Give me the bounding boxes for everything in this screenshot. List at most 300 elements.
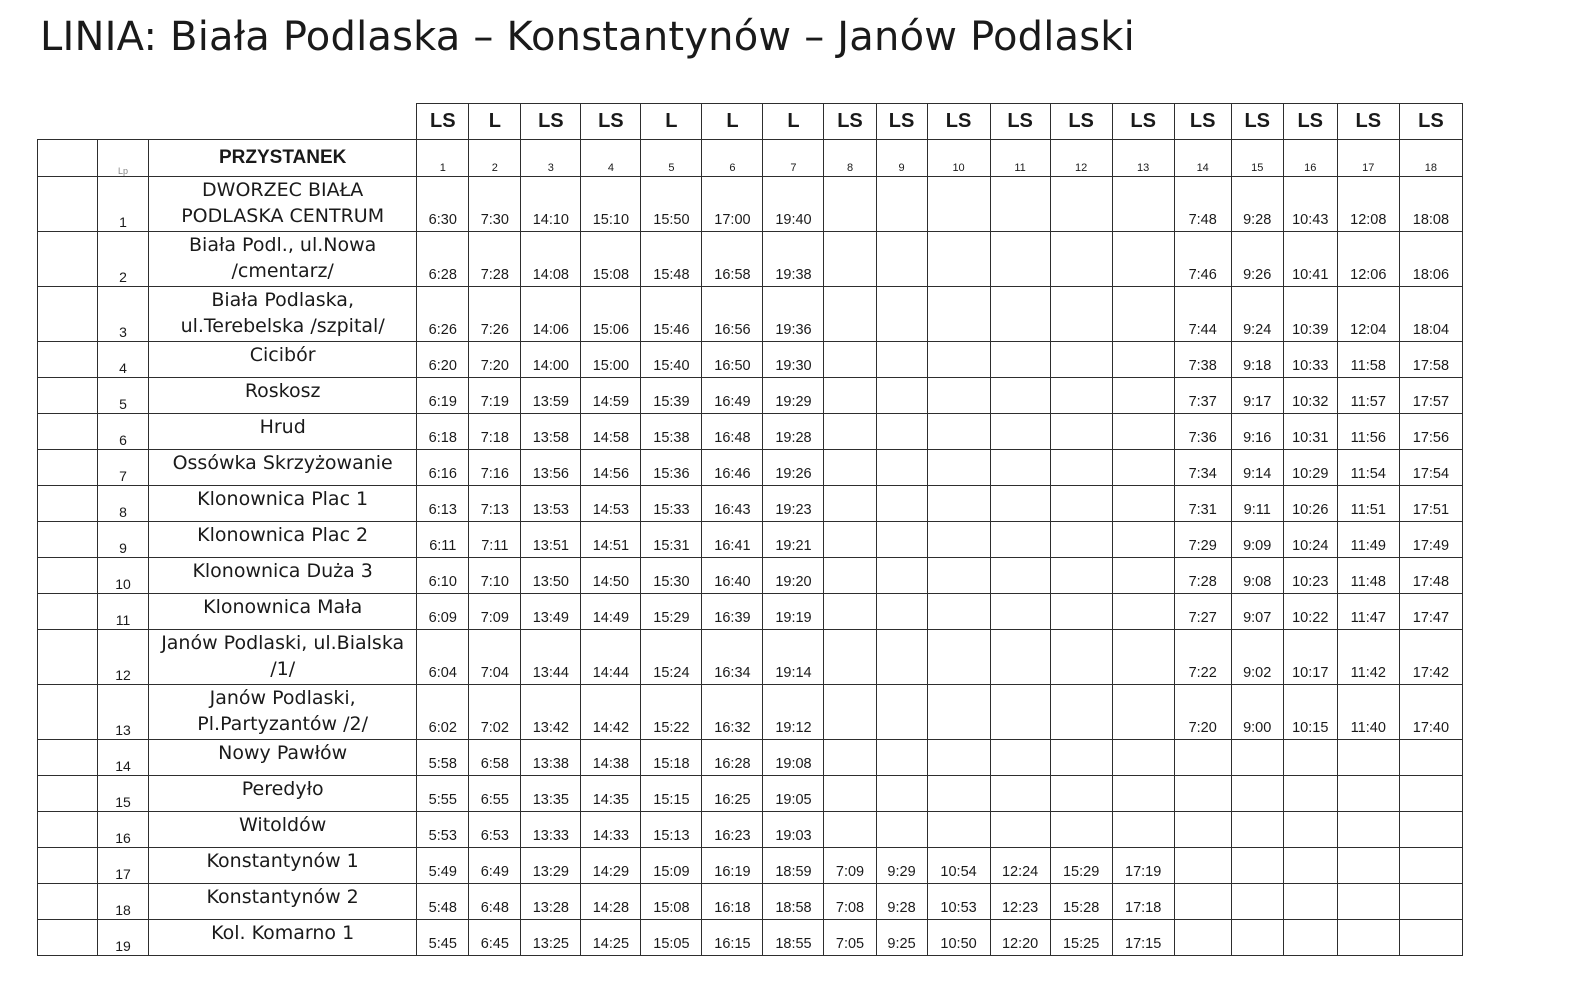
timetable	[37, 103, 1463, 956]
course-number-cell: 3	[521, 140, 581, 177]
departure-time	[1112, 776, 1174, 812]
departure-time: 13:28	[521, 884, 581, 920]
departure-time: 15:05	[641, 920, 702, 956]
departure-time: 6:09	[417, 594, 469, 630]
course-number-cell: 16	[1283, 140, 1337, 177]
departure-time	[927, 287, 990, 342]
departure-time: 11:51	[1337, 486, 1399, 522]
course-type-cell: LS	[927, 104, 990, 140]
departure-time: 19:12	[763, 685, 824, 740]
departure-time	[990, 522, 1050, 558]
departure-time: 14:59	[581, 378, 641, 414]
departure-time	[990, 685, 1050, 740]
departure-time: 14:42	[581, 685, 641, 740]
departure-time	[990, 558, 1050, 594]
departure-time: 16:58	[702, 232, 763, 287]
course-type-cell: LS	[876, 104, 927, 140]
departure-time	[990, 177, 1050, 232]
departure-time	[927, 594, 990, 630]
departure-time: 14:28	[581, 884, 641, 920]
departure-time	[1337, 884, 1399, 920]
departure-time: 11:56	[1337, 414, 1399, 450]
departure-time	[1174, 812, 1231, 848]
departure-time: 7:38	[1174, 342, 1231, 378]
departure-time	[1283, 884, 1337, 920]
departure-time	[824, 522, 876, 558]
departure-time: 14:00	[521, 342, 581, 378]
table-row	[38, 776, 1463, 812]
departure-time: 17:40	[1399, 685, 1462, 740]
stop-name: Janów Podlaski, ul.Bialska /1/	[149, 630, 417, 685]
departure-time: 6:45	[469, 920, 521, 956]
departure-time	[1283, 740, 1337, 776]
departure-time: 11:47	[1337, 594, 1399, 630]
departure-time	[1283, 920, 1337, 956]
stop-number: 17	[98, 848, 149, 884]
departure-time: 7:09	[824, 848, 876, 884]
departure-time	[1112, 287, 1174, 342]
departure-time: 6:28	[417, 232, 469, 287]
departure-time	[1283, 812, 1337, 848]
departure-time: 15:18	[641, 740, 702, 776]
departure-time	[1231, 776, 1283, 812]
departure-time	[1112, 630, 1174, 685]
departure-time: 14:06	[521, 287, 581, 342]
departure-time: 6:02	[417, 685, 469, 740]
course-number-cell: 4	[581, 140, 641, 177]
departure-time: 6:30	[417, 177, 469, 232]
departure-time: 11:54	[1337, 450, 1399, 486]
departure-time: 16:19	[702, 848, 763, 884]
stop-number: 3	[98, 287, 149, 342]
table-row	[38, 232, 1463, 287]
departure-time	[824, 177, 876, 232]
departure-time: 16:34	[702, 630, 763, 685]
departure-time: 10:53	[927, 884, 990, 920]
departure-time: 15:31	[641, 522, 702, 558]
departure-time	[927, 450, 990, 486]
departure-time: 15:24	[641, 630, 702, 685]
departure-time: 9:28	[876, 884, 927, 920]
departure-time	[1050, 522, 1112, 558]
course-type-row	[38, 104, 1463, 140]
row-empty-cell	[38, 342, 98, 378]
table-row	[38, 486, 1463, 522]
departure-time: 7:31	[1174, 486, 1231, 522]
row-empty-cell	[38, 232, 98, 287]
row-empty-cell	[38, 450, 98, 486]
table-row	[38, 558, 1463, 594]
table-row	[38, 287, 1463, 342]
departure-time	[876, 685, 927, 740]
departure-time	[1050, 630, 1112, 685]
departure-time	[1399, 884, 1462, 920]
stop-name: Janów Podlaski, Pl.Partyzantów /2/	[149, 685, 417, 740]
departure-time: 7:16	[469, 450, 521, 486]
stop-name: Roskosz	[149, 378, 417, 414]
departure-time: 15:22	[641, 685, 702, 740]
course-number-cell: 18	[1399, 140, 1462, 177]
departure-time	[876, 594, 927, 630]
departure-time: 7:13	[469, 486, 521, 522]
course-type-cell: LS	[1174, 104, 1231, 140]
departure-time	[1050, 177, 1112, 232]
departure-time	[990, 486, 1050, 522]
departure-time: 10:33	[1283, 342, 1337, 378]
departure-time	[990, 776, 1050, 812]
stop-number: 14	[98, 740, 149, 776]
departure-time: 11:42	[1337, 630, 1399, 685]
departure-time: 16:32	[702, 685, 763, 740]
course-type-cell: LS	[1050, 104, 1112, 140]
course-type-cell: LS	[1399, 104, 1462, 140]
departure-time	[876, 812, 927, 848]
departure-time: 7:02	[469, 685, 521, 740]
departure-time: 19:36	[763, 287, 824, 342]
stop-name: Cicibór	[149, 342, 417, 378]
departure-time: 13:38	[521, 740, 581, 776]
course-type-cell: LS	[1283, 104, 1337, 140]
departure-time: 17:47	[1399, 594, 1462, 630]
row-empty-cell	[38, 558, 98, 594]
departure-time: 18:58	[763, 884, 824, 920]
departure-time: 10:31	[1283, 414, 1337, 450]
departure-time	[927, 685, 990, 740]
departure-time	[1112, 414, 1174, 450]
departure-time	[927, 232, 990, 287]
departure-time: 16:15	[702, 920, 763, 956]
departure-time: 7:37	[1174, 378, 1231, 414]
departure-time: 7:04	[469, 630, 521, 685]
departure-time	[1337, 740, 1399, 776]
stop-name: Klonownica Duża 3	[149, 558, 417, 594]
departure-time	[824, 685, 876, 740]
departure-time: 18:55	[763, 920, 824, 956]
row-empty-cell	[38, 884, 98, 920]
departure-time: 13:53	[521, 486, 581, 522]
departure-time	[824, 378, 876, 414]
departure-time: 6:19	[417, 378, 469, 414]
departure-time: 5:45	[417, 920, 469, 956]
departure-time	[927, 177, 990, 232]
departure-time: 15:08	[641, 884, 702, 920]
stop-name: Biała Podl., ul.Nowa /cmentarz/	[149, 232, 417, 287]
departure-time: 7:10	[469, 558, 521, 594]
departure-time	[876, 287, 927, 342]
departure-time: 19:19	[763, 594, 824, 630]
departure-time	[876, 776, 927, 812]
departure-time: 13:59	[521, 378, 581, 414]
row-empty-cell	[38, 776, 98, 812]
departure-time: 9:26	[1231, 232, 1283, 287]
departure-time: 7:29	[1174, 522, 1231, 558]
departure-time	[876, 740, 927, 776]
departure-time: 6:48	[469, 884, 521, 920]
departure-time	[824, 287, 876, 342]
course-type-cell: LS	[1231, 104, 1283, 140]
departure-time: 10:54	[927, 848, 990, 884]
departure-time: 9:24	[1231, 287, 1283, 342]
departure-time	[1050, 232, 1112, 287]
departure-time: 18:59	[763, 848, 824, 884]
course-number-cell: 8	[824, 140, 876, 177]
departure-time	[824, 812, 876, 848]
departure-time	[824, 594, 876, 630]
departure-time: 11:58	[1337, 342, 1399, 378]
course-type-cell: LS	[417, 104, 469, 140]
departure-time: 19:38	[763, 232, 824, 287]
stop-number: 19	[98, 920, 149, 956]
departure-time: 9:08	[1231, 558, 1283, 594]
stop-number: 5	[98, 378, 149, 414]
stop-name: Kol. Komarno 1	[149, 920, 417, 956]
departure-time: 19:23	[763, 486, 824, 522]
stop-name: Klonownica Plac 1	[149, 486, 417, 522]
course-number-cell: 7	[763, 140, 824, 177]
departure-time: 18:04	[1399, 287, 1462, 342]
departure-time: 15:29	[1050, 848, 1112, 884]
departure-time: 17:57	[1399, 378, 1462, 414]
departure-time: 16:23	[702, 812, 763, 848]
stop-number: 18	[98, 884, 149, 920]
stop-number: 9	[98, 522, 149, 558]
departure-time: 14:58	[581, 414, 641, 450]
departure-time	[1399, 812, 1462, 848]
departure-time	[1231, 848, 1283, 884]
departure-time: 12:23	[990, 884, 1050, 920]
departure-time: 12:08	[1337, 177, 1399, 232]
departure-time: 16:25	[702, 776, 763, 812]
row-empty-cell	[38, 378, 98, 414]
departure-time: 16:48	[702, 414, 763, 450]
departure-time	[876, 378, 927, 414]
stop-number: 4	[98, 342, 149, 378]
departure-time: 10:15	[1283, 685, 1337, 740]
course-number-cell: 13	[1112, 140, 1174, 177]
departure-time	[1050, 740, 1112, 776]
departure-time: 7:46	[1174, 232, 1231, 287]
departure-time: 17:58	[1399, 342, 1462, 378]
departure-time: 15:00	[581, 342, 641, 378]
departure-time: 11:49	[1337, 522, 1399, 558]
table-row	[38, 812, 1463, 848]
row-empty-cell	[38, 594, 98, 630]
stop-number: 12	[98, 630, 149, 685]
departure-time: 19:03	[763, 812, 824, 848]
departure-time	[1231, 740, 1283, 776]
stop-number: 13	[98, 685, 149, 740]
course-type-cell: L	[469, 104, 521, 140]
departure-time: 6:13	[417, 486, 469, 522]
course-type-cell: L	[702, 104, 763, 140]
departure-time: 12:24	[990, 848, 1050, 884]
departure-time: 10:41	[1283, 232, 1337, 287]
departure-time: 11:40	[1337, 685, 1399, 740]
departure-time: 7:05	[824, 920, 876, 956]
course-number-row	[38, 140, 1463, 177]
departure-time: 16:40	[702, 558, 763, 594]
course-number-cell: 11	[990, 140, 1050, 177]
departure-time	[824, 486, 876, 522]
stop-number: 1	[98, 177, 149, 232]
table-row	[38, 848, 1463, 884]
course-number-cell: 17	[1337, 140, 1399, 177]
departure-time: 13:35	[521, 776, 581, 812]
departure-time	[1050, 450, 1112, 486]
stop-name: Nowy Pawłów	[149, 740, 417, 776]
course-number-cell: 1	[417, 140, 469, 177]
departure-time	[1283, 848, 1337, 884]
departure-time	[990, 812, 1050, 848]
row-empty-cell	[38, 812, 98, 848]
departure-time: 17:18	[1112, 884, 1174, 920]
departure-time: 15:28	[1050, 884, 1112, 920]
departure-time: 6:26	[417, 287, 469, 342]
departure-time: 16:41	[702, 522, 763, 558]
departure-time	[927, 740, 990, 776]
course-number-cell: 12	[1050, 140, 1112, 177]
departure-time: 14:10	[521, 177, 581, 232]
course-number-cell: 2	[469, 140, 521, 177]
departure-time: 16:56	[702, 287, 763, 342]
departure-time	[876, 630, 927, 685]
departure-time	[1112, 558, 1174, 594]
departure-time: 13:44	[521, 630, 581, 685]
departure-time	[824, 740, 876, 776]
table-row	[38, 884, 1463, 920]
departure-time: 15:39	[641, 378, 702, 414]
departure-time: 17:56	[1399, 414, 1462, 450]
departure-time: 15:29	[641, 594, 702, 630]
departure-time: 16:49	[702, 378, 763, 414]
departure-time	[824, 630, 876, 685]
departure-time	[1050, 812, 1112, 848]
departure-time	[824, 450, 876, 486]
stop-name: Hrud	[149, 414, 417, 450]
departure-time: 15:36	[641, 450, 702, 486]
departure-time: 15:33	[641, 486, 702, 522]
departure-time: 14:56	[581, 450, 641, 486]
departure-time: 13:50	[521, 558, 581, 594]
departure-time	[1112, 450, 1174, 486]
departure-time	[927, 558, 990, 594]
departure-time	[1050, 378, 1112, 414]
stop-number: 16	[98, 812, 149, 848]
departure-time: 10:43	[1283, 177, 1337, 232]
departure-time	[927, 342, 990, 378]
departure-time	[824, 414, 876, 450]
departure-time: 19:40	[763, 177, 824, 232]
departure-time: 17:48	[1399, 558, 1462, 594]
departure-time	[1174, 920, 1231, 956]
table-row	[38, 177, 1463, 232]
table-row	[38, 630, 1463, 685]
departure-time: 15:08	[581, 232, 641, 287]
departure-time	[824, 342, 876, 378]
departure-time: 5:48	[417, 884, 469, 920]
departure-time	[1112, 342, 1174, 378]
row-empty-cell	[38, 630, 98, 685]
stop-name: Peredyło	[149, 776, 417, 812]
departure-time: 12:20	[990, 920, 1050, 956]
departure-time: 13:49	[521, 594, 581, 630]
departure-time: 7:44	[1174, 287, 1231, 342]
departure-time: 19:14	[763, 630, 824, 685]
departure-time: 10:24	[1283, 522, 1337, 558]
departure-time: 19:30	[763, 342, 824, 378]
lp-header: Lp	[98, 140, 149, 177]
departure-time: 19:08	[763, 740, 824, 776]
course-type-cell: L	[641, 104, 702, 140]
departure-time	[876, 450, 927, 486]
departure-time: 14:33	[581, 812, 641, 848]
table-row	[38, 740, 1463, 776]
departure-time	[1337, 776, 1399, 812]
departure-time	[990, 342, 1050, 378]
departure-time	[990, 740, 1050, 776]
departure-time: 15:46	[641, 287, 702, 342]
departure-time: 6:20	[417, 342, 469, 378]
departure-time: 7:18	[469, 414, 521, 450]
table-row	[38, 594, 1463, 630]
departure-time: 6:04	[417, 630, 469, 685]
stop-name: DWORZEC BIAŁA PODLASKA CENTRUM	[149, 177, 417, 232]
departure-time: 5:55	[417, 776, 469, 812]
departure-time: 11:48	[1337, 558, 1399, 594]
departure-time: 14:49	[581, 594, 641, 630]
course-type-cell: L	[763, 104, 824, 140]
header-blank-corner	[38, 104, 417, 140]
departure-time: 10:39	[1283, 287, 1337, 342]
departure-time: 19:21	[763, 522, 824, 558]
departure-time	[876, 232, 927, 287]
departure-time	[1112, 486, 1174, 522]
departure-time: 10:50	[927, 920, 990, 956]
departure-time	[1174, 776, 1231, 812]
stop-number: 8	[98, 486, 149, 522]
departure-time: 10:32	[1283, 378, 1337, 414]
departure-time: 14:29	[581, 848, 641, 884]
departure-time: 10:17	[1283, 630, 1337, 685]
row-empty-cell	[38, 740, 98, 776]
departure-time: 15:09	[641, 848, 702, 884]
departure-time: 6:10	[417, 558, 469, 594]
stop-name: Witoldów	[149, 812, 417, 848]
departure-time: 10:22	[1283, 594, 1337, 630]
departure-time: 12:04	[1337, 287, 1399, 342]
departure-time	[1112, 232, 1174, 287]
departure-time: 14:25	[581, 920, 641, 956]
departure-time: 9:09	[1231, 522, 1283, 558]
departure-time: 13:42	[521, 685, 581, 740]
departure-time	[927, 812, 990, 848]
departure-time	[824, 232, 876, 287]
departure-time: 16:18	[702, 884, 763, 920]
row-empty-cell	[38, 414, 98, 450]
departure-time: 6:58	[469, 740, 521, 776]
departure-time: 9:14	[1231, 450, 1283, 486]
departure-time: 7:28	[469, 232, 521, 287]
departure-time	[1231, 884, 1283, 920]
departure-time	[876, 522, 927, 558]
departure-time: 7:48	[1174, 177, 1231, 232]
departure-time: 9:29	[876, 848, 927, 884]
departure-time: 9:18	[1231, 342, 1283, 378]
departure-time	[1399, 740, 1462, 776]
departure-time: 14:51	[581, 522, 641, 558]
departure-time: 5:58	[417, 740, 469, 776]
departure-time: 13:56	[521, 450, 581, 486]
